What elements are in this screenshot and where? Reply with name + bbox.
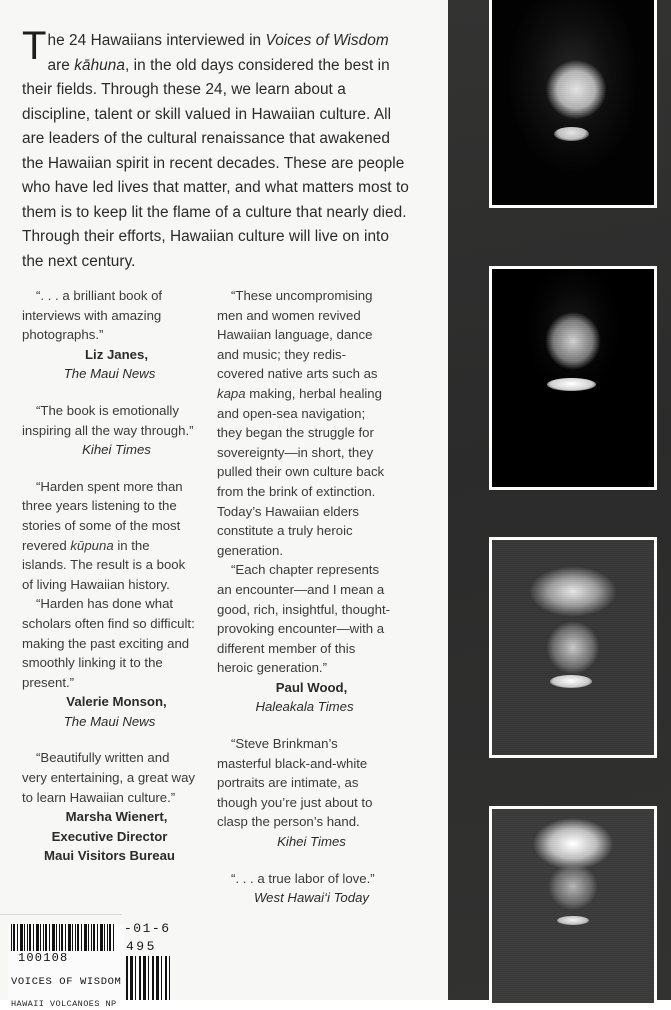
review-attribution [22, 440, 197, 460]
intro-paragraph [22, 24, 414, 274]
review-attribution [22, 692, 197, 731]
inventory-sticker [8, 924, 124, 1009]
portrait-photo-4 [489, 806, 657, 1006]
review-quote: “The book is emotionally inspiring all the way through.” [22, 402, 194, 438]
review-attribution [22, 345, 197, 384]
review-block [22, 477, 197, 732]
review-block [217, 734, 392, 852]
review-quote [217, 286, 392, 560]
reviewer-name: Marsha Wienert, [65, 809, 168, 825]
sticker-title: VOICES OF WISDOM [11, 975, 122, 988]
review-block [217, 286, 392, 717]
review-quote: “Steve Brinkman’s masterful black-and-white portraits are intimate, as though you’re just about to clasp the person’s hand. [217, 736, 373, 830]
reviews-left-column [22, 286, 197, 908]
reviewer-organization: Maui Visitors Bureau [44, 848, 175, 864]
reviewer-publication: The Maui News [63, 713, 156, 729]
reviewer-name: Paul Wood, [275, 679, 348, 695]
portrait-image-elder-woman-flower-lei [492, 540, 654, 755]
reviewer-publication: West Hawai‘i Today [253, 890, 370, 906]
reviews-section [22, 286, 422, 908]
portrait-photo-3 [489, 537, 657, 758]
review-block [217, 869, 392, 908]
intro-part-3: , in the old days considered the best in their fields. Through these 24, we learn about a discipline, talent or skill valued in Hawaiian culture. All are leaders of the cultural renaissance that awakened the Hawaiian spirit in recent decades. These are people who have led lives that matter, and what matters most to them is to keep lit the flame of a culture that nearly died. Through their efforts, Hawaiian culture will live on into the next century. [22, 56, 409, 270]
portrait-photo-2 [489, 266, 657, 490]
reviewer-publication: Haleakala Times [255, 699, 354, 715]
reviewer-title: Executive Director [51, 828, 168, 844]
reviewer-name: Liz Janes, [84, 346, 149, 362]
review-quote-continued: “Each chapter represents an encounter—and I mean a good, rich, insightful, thought-provoking encounter—with a different member of this heroic generation.” [217, 562, 391, 676]
isbn-tail: -01-6 [124, 921, 171, 936]
kapa-italic: kapa [217, 385, 246, 401]
portrait-image-man-long-hair-lei [492, 269, 654, 487]
kahuna-italic: kāhuna [74, 56, 126, 74]
photo-column [448, 0, 671, 1000]
review-attribution [217, 888, 392, 908]
review-quote-part-1: “These uncompromising men and women revived Hawaiian language, dance and music; they redis-covered native arts such as [217, 288, 378, 382]
sticker-hairline [0, 914, 122, 915]
review-attribution [217, 832, 392, 852]
drop-cap: T [22, 24, 47, 68]
reviewer-publication: Kihei Times [277, 834, 346, 850]
intro-part-2: are [47, 56, 75, 74]
review-quote-part-2: in the islands. The result is a book of living Hawaiian history. [22, 537, 186, 592]
review-quote-part-1: “Harden spent more than three years listening to the stories of some of the most revered [22, 478, 183, 553]
review-attribution [22, 807, 197, 866]
price-barcode-icon [126, 956, 170, 1000]
barcode-number: 100108 [18, 951, 69, 965]
review-block [22, 748, 197, 866]
review-block [22, 286, 197, 384]
reviewer-name: Valerie Monson, [66, 694, 167, 710]
review-quote: “. . . a true labor of love.” [231, 870, 375, 886]
review-quote-continued: “Harden has done what scholars often find so difficult: making the past exciting and smoothly linking it to the present.” [22, 596, 195, 690]
price-code: 495 [126, 939, 157, 954]
kupuna-italic: kūpuna [70, 537, 114, 553]
review-block [22, 401, 197, 460]
review-quote [22, 477, 197, 595]
book-title-italic: Voices of Wisdom [265, 32, 389, 49]
portrait-image-woman-curly-hair [492, 0, 654, 205]
sticker-subtitle: HAWAII VOLCANOES NP [11, 999, 117, 1009]
review-quote: “. . . a brilliant book of interviews with amazing photographs.” [22, 288, 163, 343]
portrait-image-elder-man-white-hair [492, 809, 654, 1003]
portrait-photo-1 [489, 0, 657, 208]
isbn-price-block [124, 921, 171, 1000]
reviewer-publication: The Maui News [63, 366, 156, 382]
review-attribution [217, 678, 392, 717]
reviews-right-column [217, 286, 392, 908]
reviewer-publication: Kihei Times [82, 442, 151, 458]
barcode-icon [11, 924, 114, 951]
review-quote: “Beautifully written and very entertaining, a great way to learn Hawaiian culture.” [22, 750, 195, 805]
intro-part-1: he 24 Hawaiians interviewed in [47, 32, 266, 49]
review-quote-part-2: making, herbal healing and open-sea navigation; they began the struggle for sovereignty—in short, they pulled their own culture back from the brink of extinction. Today’s Hawaiian elders constitute a truly heroic generation. [217, 385, 385, 558]
